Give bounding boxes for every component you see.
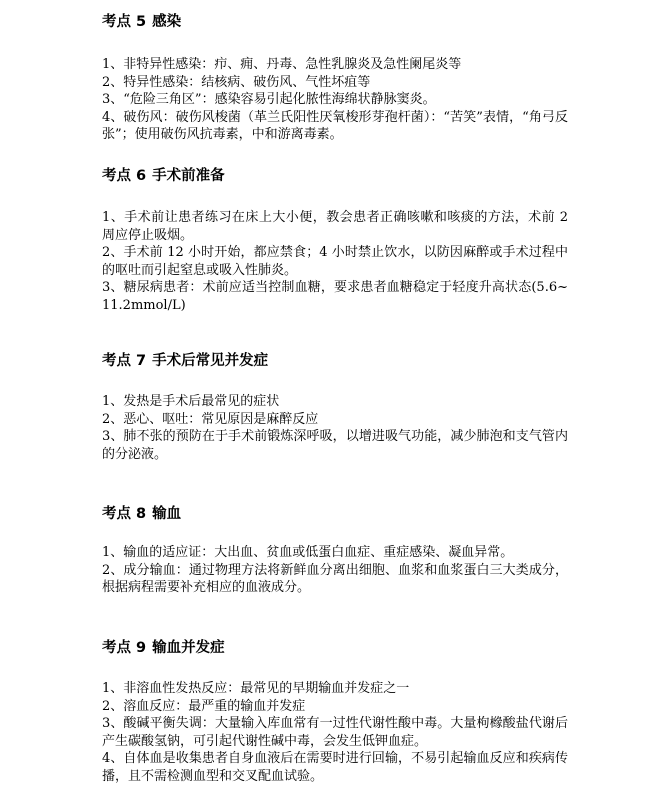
list-item: 2、手术前 12 小时开始，都应禁食；4 小时禁止饮水，以防因麻醉或手术过程中的呕吐而引起窒息或吸入性肺炎。 [102, 245, 568, 278]
section-heading [102, 639, 225, 657]
section-number: 考点 9 [102, 640, 147, 656]
list-item: 2、特异性感染：结核病、破伤风、气性坏疽等 [102, 74, 371, 90]
section-heading [102, 352, 268, 370]
item-list [102, 393, 568, 463]
list-item: 1、输血的适应证：大出血、贫血或低蛋白血症、重症感染、凝血异常。 [102, 545, 514, 560]
list-item: 3、“危险三角区”：感染容易引起化脓性海绵状静脉窦炎。 [102, 92, 436, 108]
list-item: 2、溶血反应：最严重的输血并发症 [102, 698, 306, 714]
list-item: 3、肺不张的预防在于手术前锻炼深呼吸，以增进吸气功能，减少肺泡和支气管内的分泌液。 [102, 429, 568, 462]
section-heading [102, 167, 225, 185]
list-item: 4、破伤风：破伤风梭菌（革兰氏阳性厌氧梭形芽孢杆菌）：“苦笑”表情，“角弓反张”；使用破伤风抗毒素，中和游离毒素。 [102, 109, 568, 143]
section-number: 考点 6 [102, 168, 147, 184]
item-list [102, 56, 568, 144]
section-title: 输血并发症 [152, 640, 225, 656]
item-list [102, 680, 568, 786]
list-item: 3、酸碱平衡失调：大量输入库血常有一过性代谢性酸中毒。大量枸橼酸盐代谢后产生碳酸氢钠，可引起代谢性碱中毒，会发生低钾血症。 [102, 716, 568, 749]
section-heading [102, 505, 181, 523]
section-number: 考点 7 [102, 353, 147, 369]
section-title: 感染 [152, 14, 182, 30]
list-item: 2、成分输血：通过物理方法将新鲜血分离出细胞、血浆和血浆蛋白三大类成分，根据病程需要补充相应的血液成分。 [102, 562, 568, 596]
section-title: 输血 [152, 506, 182, 522]
section-title: 手术前准备 [152, 168, 225, 184]
list-item: 1、非溶血性发热反应：最常见的早期输血并发症之一 [102, 681, 410, 696]
list-item: 2、恶心、呕吐：常见原因是麻醉反应 [102, 411, 319, 427]
section-number: 考点 8 [102, 506, 147, 522]
item-list [102, 544, 568, 597]
item-list [102, 209, 568, 315]
section-number: 考点 5 [102, 14, 147, 30]
list-item: 1、发热是手术后最常见的症状 [102, 394, 280, 409]
section-title: 手术后常见并发症 [152, 353, 269, 369]
list-item: 4、自体血是收集患者自身血液后在需要时进行回输，不易引起输血反应和疾病传播，且不需检测血型和交叉配血试验。 [102, 751, 568, 784]
section-heading [102, 13, 181, 31]
list-item: 1、手术前让患者练习在床上大小便，教会患者正确咳嗽和咳痰的方法，术前 2 周应停止吸烟。 [102, 210, 568, 243]
list-item: 3、糖尿病患者：术前应适当控制血糖，要求患者血糖稳定于轻度升高状态(5.6~11.2mmol/L) [102, 280, 568, 313]
list-item: 1、非特异性感染：疖、痈、丹毒、急性乳腺炎及急性阑尾炎等 [102, 57, 462, 72]
